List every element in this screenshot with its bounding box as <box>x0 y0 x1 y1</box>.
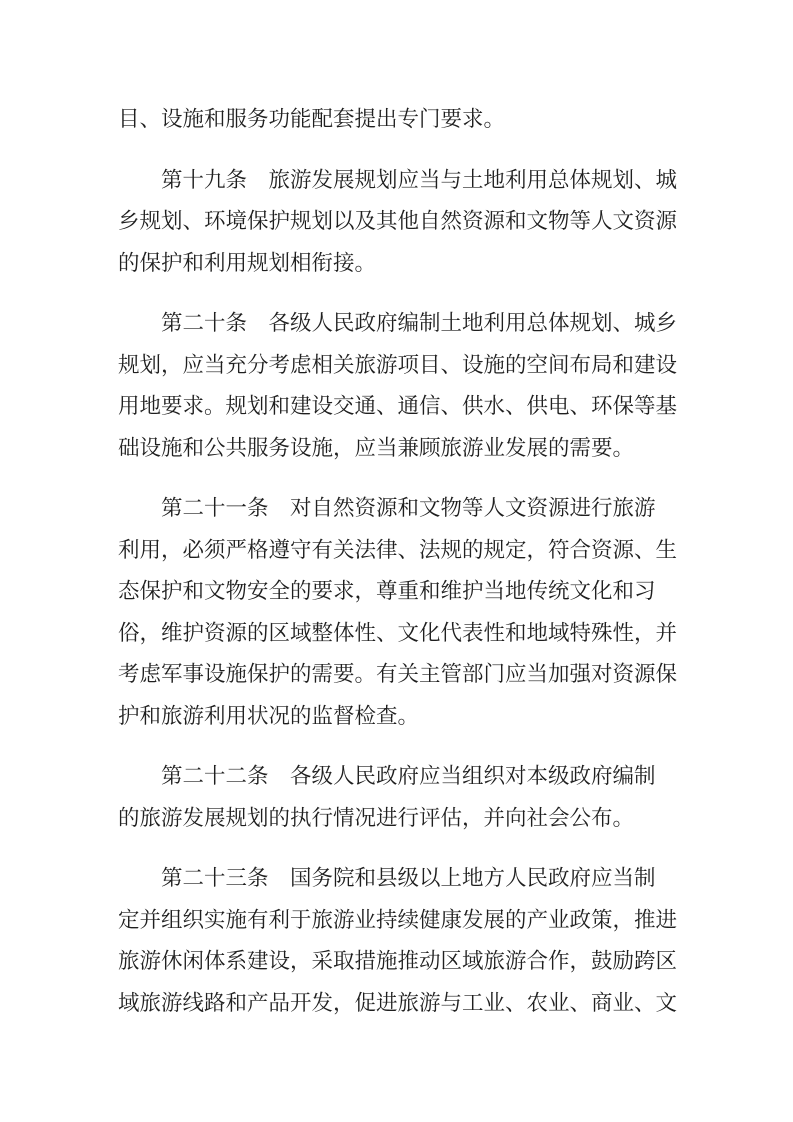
text-line: 域旅游线路和产品开发，促进旅游与工业、农业、商业、文 <box>118 990 678 1015</box>
text-line: 规划，应当充分考虑相关旅游项目、设施的空间布局和建设 <box>118 352 678 377</box>
text-line: 考虑军事设施保护的需要。有关主管部门应当加强对资源保 <box>118 662 678 686</box>
text-line: 的保护和利用规划相衔接。 <box>118 250 377 275</box>
document-body <box>118 99 693 1024</box>
text-line: 俗，维护资源的区域整体性、文化代表性和地域特殊性，并 <box>118 620 678 645</box>
text-line: 护和旅游利用状况的监督检查。 <box>118 703 420 728</box>
paragraph <box>118 858 693 1024</box>
text-line: 第二十条 各级人民政府编制土地利用总体规划、城乡 <box>161 311 678 335</box>
text-line: 础设施和公共服务设施，应当兼顾旅游业发展的需要。 <box>118 435 635 460</box>
paragraph <box>118 99 693 141</box>
paragraph <box>118 160 693 285</box>
text-line: 用地要求。规划和建设交通、通信、供水、供电、环保等基 <box>118 394 678 418</box>
text-line: 第二十三条 国务院和县级以上地方人民政府应当制 <box>161 866 656 890</box>
text-line: 第二十二条 各级人民政府应当组织对本级政府编制 <box>161 764 656 788</box>
paragraph <box>118 488 693 737</box>
text-line: 态保护和文物安全的要求，尊重和维护当地传统文化和习 <box>118 579 656 603</box>
text-line: 的旅游发展规划的执行情况进行评估，并向社会公布。 <box>118 805 635 830</box>
paragraph <box>118 303 693 469</box>
text-line: 利用，必须严格遵守有关法律、法规的规定，符合资源、生 <box>118 537 678 562</box>
text-line: 乡规划、环境保护规划以及其他自然资源和文物等人文资源 <box>118 209 678 233</box>
text-line: 目、设施和服务功能配套提出专门要求。 <box>118 107 506 131</box>
text-line: 第二十一条 对自然资源和文物等人文资源进行旅游 <box>161 496 656 520</box>
paragraph <box>118 756 693 839</box>
text-line: 定并组织实施有利于旅游业持续健康发展的产业政策，推进 <box>118 907 678 932</box>
text-line: 第十九条 旅游发展规划应当与土地利用总体规划、城 <box>161 167 678 192</box>
text-line: 旅游休闲体系建设，采取措施推动区域旅游合作，鼓励跨区 <box>118 949 678 973</box>
